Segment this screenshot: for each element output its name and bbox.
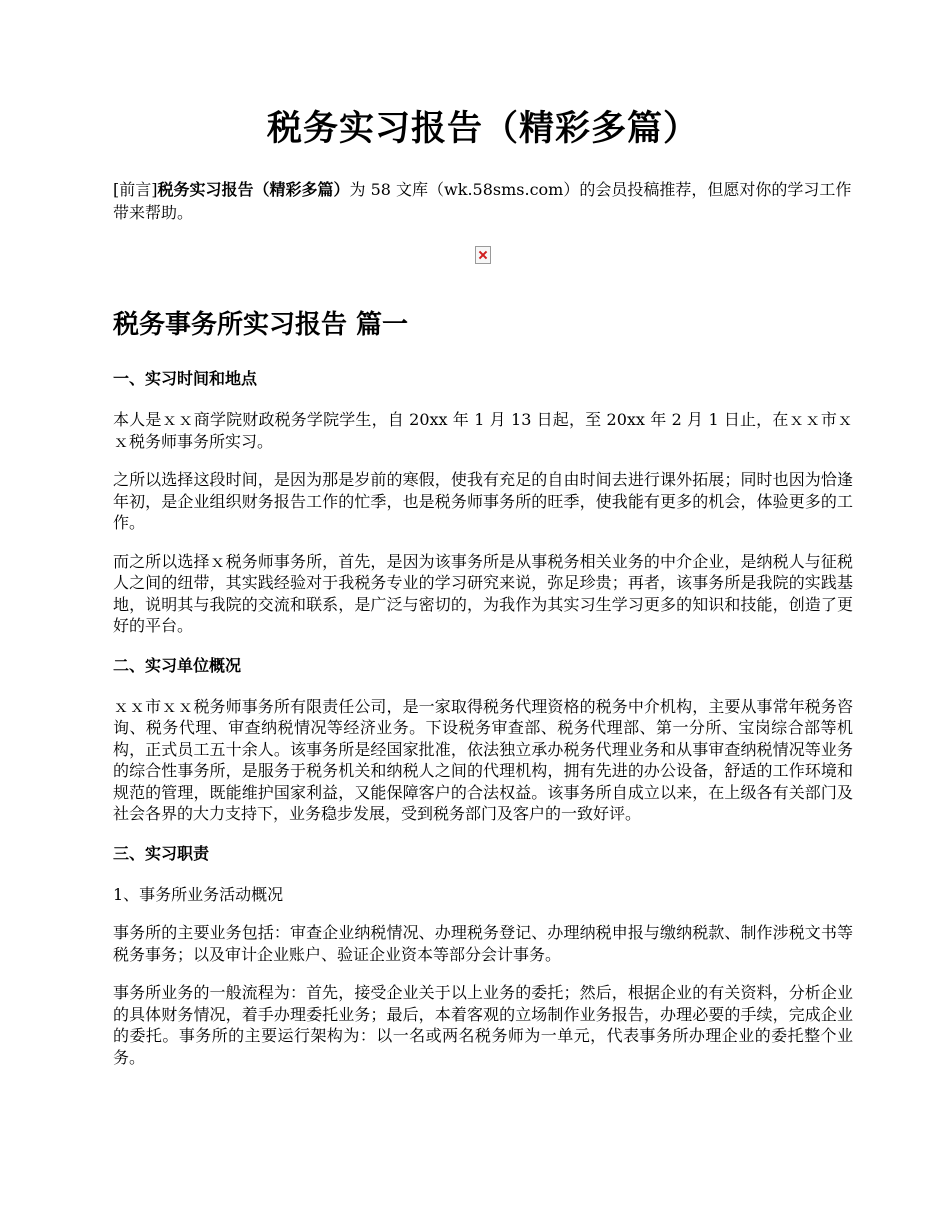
paragraph: ｘｘ市ｘｘ税务师事务所有限责任公司，是一家取得税务代理资格的税务中介机构，主要从事常年税务咨询、税务代理、审查纳税情况等经济业务。下设税务审查部、税务代理部、第一分所、宝岗综合部等机构，正式员工五十余人。该事务所是经国家批准，依法独立承办税务代理业务和从事审查纳税情况等业务的综合性事务所，是服务于税务机关和纳税人之间的代理机构，拥有先进的办公设备，舒适的工作环境和规范的管理，既能维护国家利益，又能保障客户的合法权益。该事务所自成立以来，在上级各有关部门及社会各界的大力支持下，业务稳步发展，受到税务部门及客户的一致好评。 <box>113 696 853 824</box>
paragraph: 事务所的主要业务包括：审查企业纳税情况、办理税务登记、办理纳税申报与缴纳税款、制作涉税文书等税务事务；以及审计企业账户、验证企业资本等部分会计事务。 <box>113 923 853 964</box>
paragraph: 事务所业务的一般流程为：首先，接受企业关于以上业务的委托；然后，根据企业的有关资料，分析企业的具体财务情况，着手办理委托业务；最后，本着客观的立场制作业务报告，办理必要的手续，完成企业的委托。事务所的主要运行架构为：以一名或两名税务师为一单元，代表事务所办理企业的委托整个业务。 <box>113 983 853 1067</box>
paragraph: 之所以选择这段时间，是因为那是岁前的寒假，使我有充足的自由时间去进行课外拓展；同时也因为恰逢年初，是企业组织财务报告工作的忙季，也是税务师事务所的旺季，使我能有更多的机会，体验更多的工作。 <box>113 470 853 533</box>
document-page <box>113 108 853 1085</box>
preface-prefix: [前言] <box>113 180 158 199</box>
heading-internship-duties: 三、实习职责 <box>113 843 210 863</box>
paragraph: 1、事务所业务活动概况 <box>113 884 284 904</box>
section-title: 税务事务所实习报告 篇一 <box>113 310 409 340</box>
image-placeholder-row <box>113 246 853 266</box>
preface <box>113 178 853 224</box>
paragraph: 而之所以选择ｘ税务师事务所，首先，是因为该事务所是从事税务相关业务的中介企业，是纳税人与征税人之间的纽带，其实践经验对于我税务专业的学习研究来说，弥足珍贵；再者，该事务所是我院的实践基地，说明其与我院的交流和联系，是广泛与密切的，为我作为其实习生学习更多的知识和技能，创造了更好的平台。 <box>113 551 853 636</box>
broken-image-icon <box>475 246 491 264</box>
preface-text: 为 58 文库（wk.58sms.com）的会员投稿推荐，但愿对你的学习工作带来帮助。 <box>113 180 852 222</box>
heading-internship-time-place: 一、实习时间和地点 <box>113 369 258 389</box>
document-title: 税务实习报告（精彩多篇） <box>266 108 699 149</box>
paragraph: 本人是ｘｘ商学院财政税务学院学生，自 20xx 年 1 月 13 日起，至 20xx 年 2 月 1 日止，在ｘｘ市ｘｘ税务师事务所实习。 <box>113 410 853 451</box>
heading-unit-overview: 二、实习单位概况 <box>113 655 242 675</box>
preface-bold-title: 税务实习报告（精彩多篇） <box>157 180 350 199</box>
